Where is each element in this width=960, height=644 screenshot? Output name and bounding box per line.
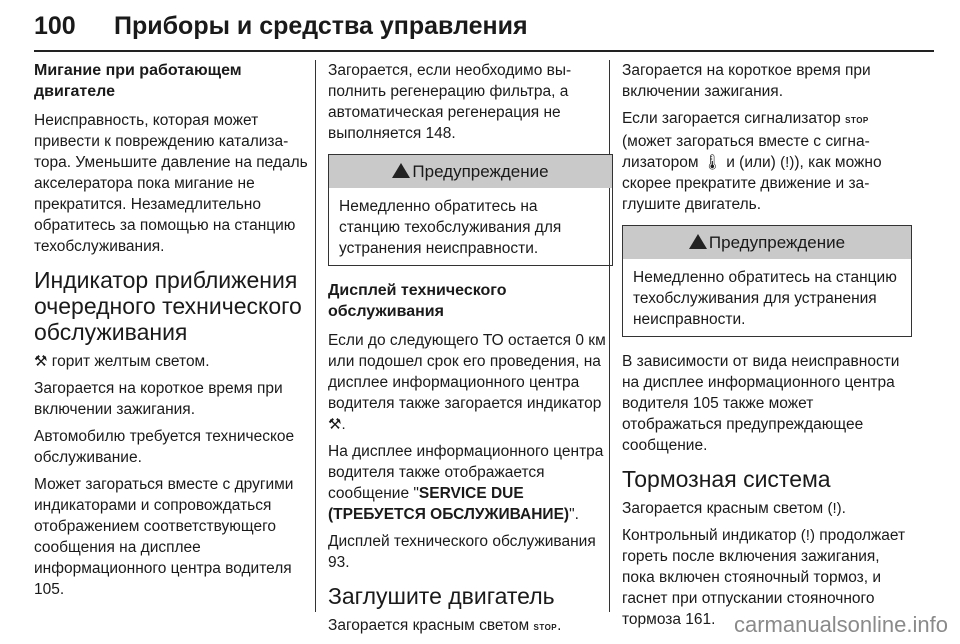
page-reference[interactable]: 161. (681, 611, 716, 628)
brake-warning-icon: (!) (800, 527, 815, 544)
column-3 (622, 60, 912, 636)
warning-title: Предупреждение (329, 155, 612, 188)
page-title: Приборы и средства управления (114, 12, 528, 40)
section-title: Индикатор приближения очередного технического обслуживания (34, 267, 302, 345)
section-title: Заглушите двигатель (328, 583, 555, 609)
section-title: Тормозная система (622, 466, 831, 492)
paragraph: Если до следующего ТО остается 0 км или подошел срок его проведения, на дисплее информационного центра водителя также загорается индикатор ⚒. (328, 332, 606, 433)
paragraph: Неисправность, которая может привести к повреждению катализатора. Уменьшите давление на педаль акселератора пока мигание не прекратится. Незамедлительно обратитесь за помощью на станцию техобслуживания. (34, 112, 308, 255)
column-2 (328, 60, 613, 644)
paragraph: Дисплей технического обслуживания 93. (328, 533, 596, 571)
paragraph: В зависимости от вида неисправности на дисплее информационного центра водителя 105 также может отображаться предупреждающее сообщение. (622, 353, 900, 454)
page-reference[interactable]: 105. (34, 581, 65, 598)
paragraph: Загорается красным светом STOP. (328, 617, 562, 634)
stop-icon: STOP (845, 116, 869, 125)
paragraph: Загорается красным светом (!). (622, 500, 846, 517)
page-reference[interactable]: 105 (688, 395, 719, 412)
column-1 (34, 60, 319, 606)
warning-text: Немедленно обратитесь на станцию техобслуживания для устранения неисправности. (339, 198, 562, 257)
page-reference[interactable]: 148. (421, 125, 456, 142)
page-header (34, 6, 934, 52)
section-heading: Мигание при работающем двигателе (34, 62, 242, 100)
watermark: carmanualsonline.info (733, 612, 948, 637)
header-rule (34, 50, 934, 52)
stop-icon: STOP (533, 623, 558, 632)
brake-warning-icon: (!) (780, 154, 795, 171)
paragraph: Если загорается сигнализатор STOP (может загораться вместе с сигнализатором 🌡 и (или) (!)), как можно скорее прекратите движение и заглушите двигатель. (622, 110, 882, 213)
paragraph: Загорается на короткое время при включении зажигания. (34, 380, 283, 418)
warning-box (622, 225, 912, 337)
section-heading: Дисплей технического обслуживания (328, 282, 507, 320)
warning-triangle-icon (689, 234, 707, 249)
warning-text: Немедленно обратитесь на станцию техобслуживания для устранения неисправности. (633, 269, 897, 328)
paragraph: Контрольный индикатор (!) продолжает гореть после включения зажигания, пока включен стояночный тормоз, и гаснет при отпускании стояночного тормоза 161. (622, 527, 906, 628)
service-wrench-icon: ⚒. (328, 416, 346, 433)
paragraph: Загорается на короткое время при включении зажигания. (622, 62, 871, 100)
service-wrench-icon: ⚒ (34, 353, 48, 370)
paragraph: Автомобилю требуется техническое обслуживание. (34, 428, 295, 466)
paragraph: На дисплее информационного центра водителя также отображается сообщение "SERVICE DUE (ТРЕБУЕТСЯ ОБСЛУЖИВАНИЕ)". (328, 443, 604, 523)
page-reference[interactable]: 93. (328, 554, 350, 571)
paragraph: Может загораться вместе с другими индикаторами и сопровождаться отображением соответствующего сообщения на дисплее информационного центра водителя 105. (34, 476, 294, 598)
warning-box (328, 154, 613, 266)
page-number: 100 (34, 12, 76, 40)
warning-title: Предупреждение (623, 226, 911, 259)
paragraph: ⚒ горит желтым светом. (34, 353, 210, 370)
brake-warning-icon: (!) (827, 500, 842, 517)
paragraph: Загорается, если необходимо выполнить регенерацию фильтра, а автоматическая регенерация не выполняется 148. (328, 62, 572, 142)
warning-triangle-icon (392, 163, 410, 178)
coolant-temperature-icon: 🌡 (702, 154, 722, 171)
